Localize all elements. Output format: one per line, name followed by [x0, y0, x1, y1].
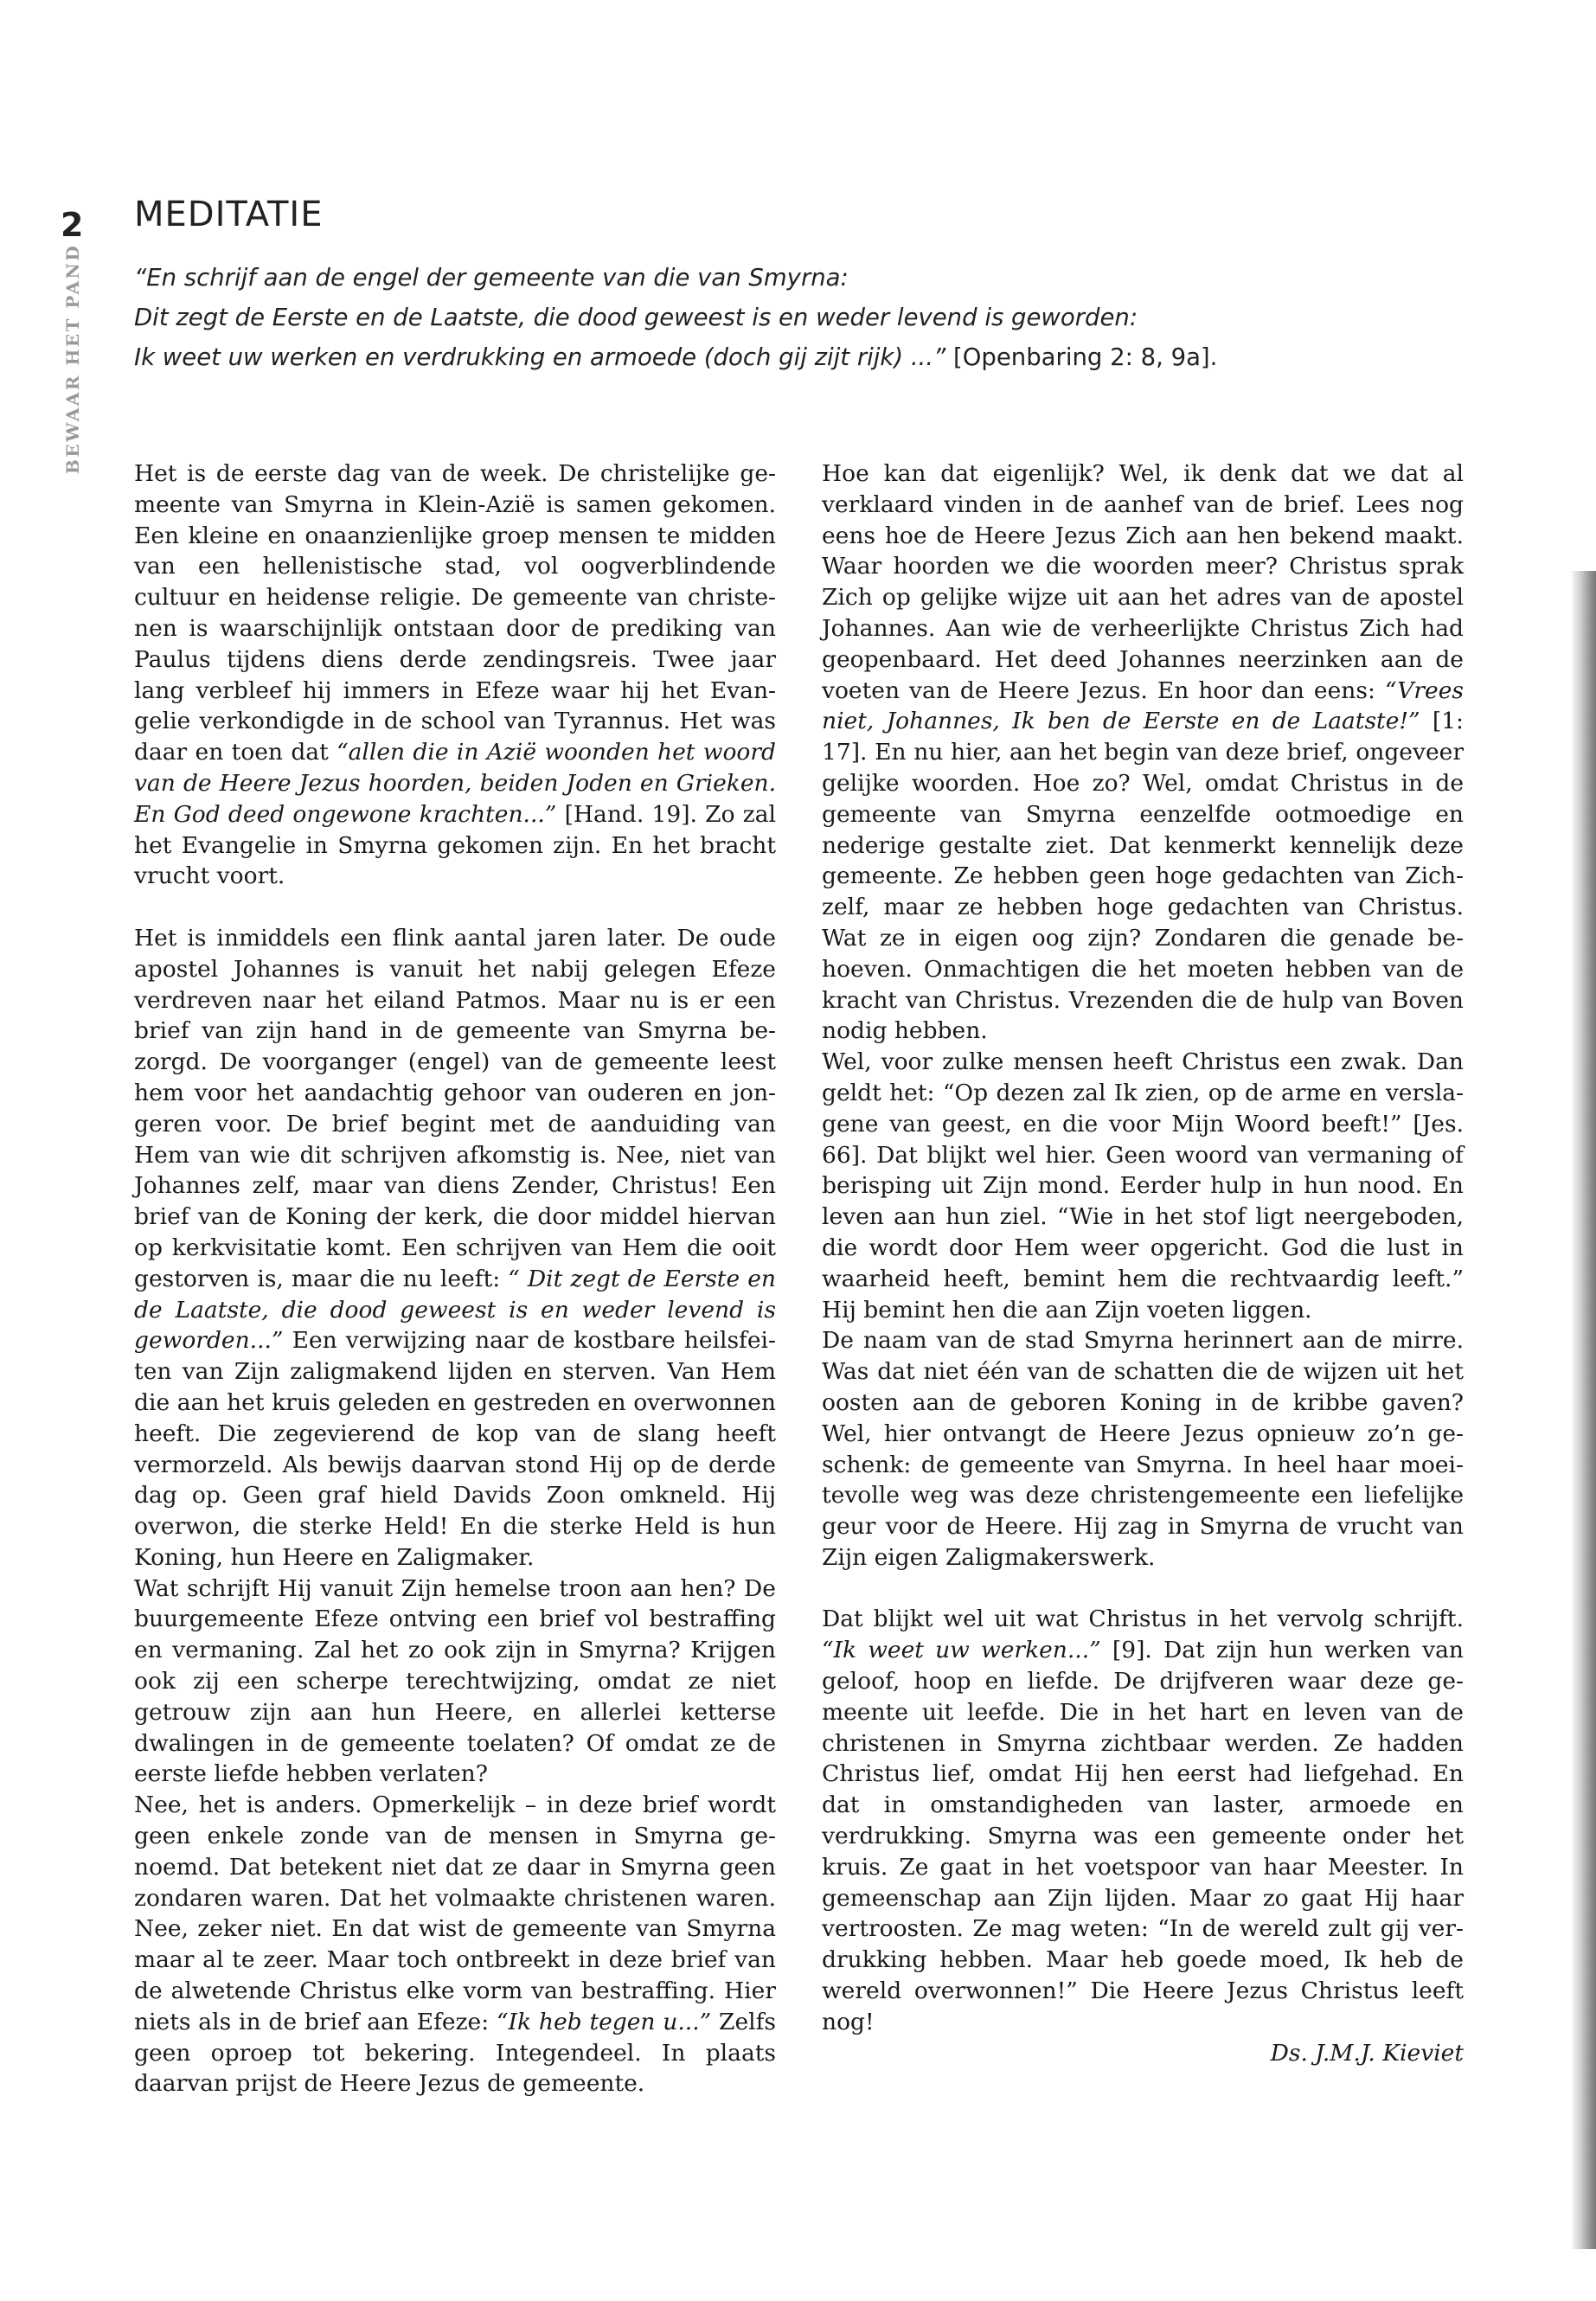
paragraph: Wel, voor zulke mensen heeft Christus een zwak. Dan geldt het: “Op dezen zal Ik zien, op de arme en verslagene van geest, en die voor Mijn Woord beeft!” [Jes. 66]. Dat blijkt wel hier. Geen woord van vermaning of berisping uit Zijn mond. Eerder hulp in hun nood. En leven aan hun ziel. “Wie in het stof ligt neergeboden, die wordt door Hem weer opgericht. God die lust in waarheid heeft, bemint hem die rechtvaardig leeft.” Hij bemint hen die aan Zijn voeten liggen. [822, 1048, 1464, 1324]
paragraph-text: [9]. Dat zijn hun werken van geloof, hoop en liefde. De drijfveren waar deze gemeente uit leefde. Die in het hart en leven van de christenen in Smyrna zichtbaar werden. Ze hadden Christus lief, omdat Hij hen eerst had liefgehad. En dat in omstandigheden van laster, armoede en verdrukking. Smyrna was een gemeente onder het kruis. Ze gaat in het voetspoor van haar Meester. In gemeenschap aan Zijn lijden. Maar zo gaat Hij haar vertroosten. Ze mag weten: “In de wereld zult gij verdrukking hebben. Maar heb goede moed, Ik heb de wereld overwonnen!” Die Heere Jezus Christus leeft nog! [822, 1637, 1464, 2035]
paragraph [822, 458, 1464, 1047]
paragraph-text: [Hand. 19]. Zo zal het Evangelie in Smyrna gekomen zijn. En het bracht vrucht voort. [134, 800, 776, 890]
left-column [134, 458, 776, 2099]
scripture-quote: “Ik heb tegen u...” [497, 2008, 712, 2035]
paragraph [134, 1790, 776, 2099]
paragraph [822, 1604, 1464, 2037]
paragraph-text: Het is de eerste dag van de week. De christelijke gemeente van Smyrna in Klein-Azië is samen gekomen. Een kleine en onaanzienlijke groep mensen te midden van een hellenistische stad, vol oogverblindende cultuur en heidense religie. De gemeente van christenen is waarschijnlijk ontstaan door de prediking van Paulus tijdens diens derde zendingsreis. Twee jaar lang verbleef hij immers in Efeze waar hij het Evangelie verkondigde in de school van Tyrannus. Het was daar en toen dat [134, 460, 776, 766]
epigraph [134, 258, 1484, 377]
author-signature: Ds. J.M.J. Kieviet [1270, 2039, 1464, 2067]
scripture-quote: “allen die in Azië woonden het woord van de Heere Jezus hoorden, beiden Joden en Grieken. En God deed ongewone krachten...” [134, 739, 776, 828]
paragraph-text: Hoe kan dat eigenlijk? Wel, ik denk dat we dat al verklaard vinden in de aanhef van de brief. Lees nog eens hoe de Heere Jezus Zich aan hen bekend maakt. Waar hoorden we die woorden meer? Christus sprak Zich op gelijke wijze uit aan het adres van de apostel Johannes. Aan wie de verheerlijkte Christus Zich had geopenbaard. Het deed Johannes neerzinken aan de voeten van de Heere Jezus. En hoor dan eens: [822, 460, 1464, 704]
paragraph-text: Een verwijzing naar de kostbare heilsfeiten van Zijn zaligmakend lijden en sterven. Van Hem die aan het kruis geleden en gestreden en overwonnen heeft. Die zegevierend de kop van de slang heeft vermorzeld. Als bewijs daarvan stond Hij op de derde dag op. Geen graf hield Davids Zoon omkneld. Hij overwon, die sterke Held! En die sterke Held is hun Koning, hun Heere en Zaligmaker. [134, 1327, 776, 1571]
section-title: MEDITATIE [134, 195, 324, 234]
paragraph: Wat schrijft Hij vanuit Zijn hemelse troon aan hen? De buurgemeente Efeze ontving een brief vol bestraffing en vermaning. Zal het zo ook zijn in Smyrna? Krijgen ook zij een scherpe terechtwijzing, omdat ze niet getrouw zijn aan hun Heere, en allerlei ketterse dwalingen in de gemeente toelaten? Of omdat ze de eerste liefde hebben verlaten? [134, 1574, 776, 1788]
right-column [822, 458, 1464, 2068]
epigraph-line-1: “En schrijf aan de engel der gemeente van die van Smyrna: [134, 264, 849, 292]
photo-edge-image [1572, 571, 1596, 2249]
paragraph-text: [1: 17]. En nu hier, aan het begin van deze brief, ongeveer gelijke woorden. Hoe zo? Wel, omdat Christus in de gemeente van Smyrna eenzelfde ootmoedige en nederige gestalte ziet. Dat kenmerkt kennelijk deze gemeente. Ze hebben geen hoge gedachten van Zichzelf, maar ze hebben hoge gedachten van Christus. Wat ze in eigen oog zijn? Zondaren die genade behoeven. Onmachtigen die het moeten hebben van de kracht van Christus. Vrezenden die de hulp van Boven nodig hebben. [822, 708, 1464, 1045]
paragraph-text: Het is inmiddels een flink aantal jaren later. De oude apostel Johannes is vanuit het nabij gelegen Efeze verdreven naar het eiland Patmos. Maar nu is er een brief van zijn hand in de gemeente van Smyrna bezorgd. De voorganger (engel) van de gemeente leest hem voor het aandachtig gehoor van ouderen en jongeren voor. De brief begint met de aanduiding van Hem van wie dit schrijven afkomstig is. Nee, niet van Johannes zelf, maar van diens Zender, Christus! Een brief van de Koning der kerk, die door middel hiervan op kerkvisitatie komt. Een schrijven van Hem die ooit gestorven is, maar die nu leeft: [134, 924, 776, 1292]
page-number: 2 [61, 206, 84, 244]
paragraph-text: Nee, het is anders. Opmerkelijk – in deze brief wordt geen enkele zonde van de mensen in Smyrna genoemd. Dat betekent niet dat ze daar in Smyrna geen zondaren waren. Dat het volmaakte christenen waren. Nee, zeker niet. En dat wist de gemeente van Smyrna maar al te zeer. Maar toch ontbreekt in deze brief van de alwetende Christus elke vorm van bestraffing. Hier niets als in de brief aan Efeze: [134, 1791, 776, 2035]
epigraph-reference: [Openbaring 2: 8, 9a]. [945, 343, 1218, 371]
paragraph [134, 458, 776, 892]
paragraph [134, 923, 776, 1574]
running-head: BEWAAR HET PAND [62, 243, 83, 474]
epigraph-line-3-text: Ik weet uw werken en verdrukking en armoede (doch gij zijt rijk) ...” [134, 343, 946, 371]
epigraph-line-3 [134, 337, 1484, 377]
paragraph: De naam van de stad Smyrna herinnert aan de mirre. Was dat niet één van de schatten die de wijzen uit het oosten aan de geboren Koning in de kribbe gaven? Wel, hier ontvangt de Heere Jezus opnieuw zo’n geschenk: de gemeente van Smyrna. In heel haar moeitevolle weg was deze christengemeente een liefelijke geur voor de Heere. Hij zag in Smyrna de vrucht van Zijn eigen Zaligmakerswerk. [822, 1327, 1464, 1571]
paragraph-text: Zelfs geen oproep tot bekering. Integendeel. In plaats daarvan prijst de Heere Jezus de gemeente. [134, 2008, 777, 2098]
scripture-quote: “Ik weet uw werken...” [822, 1637, 1101, 1664]
scripture-quote: “ Dit zegt de Eerste en de Laatste, die dood geweest is en weder levend is geworden...” [134, 1265, 776, 1355]
paragraph-text: Dat blijkt wel uit wat Christus in het vervolg schrijft. [822, 1606, 1464, 1633]
epigraph-line-2: Dit zegt de Eerste en de Laatste, die dood geweest is en weder levend is geworden: [134, 304, 1138, 331]
scripture-quote: “Vrees niet, Johannes, Ik ben de Eerste en de Laatste!” [822, 676, 1464, 735]
